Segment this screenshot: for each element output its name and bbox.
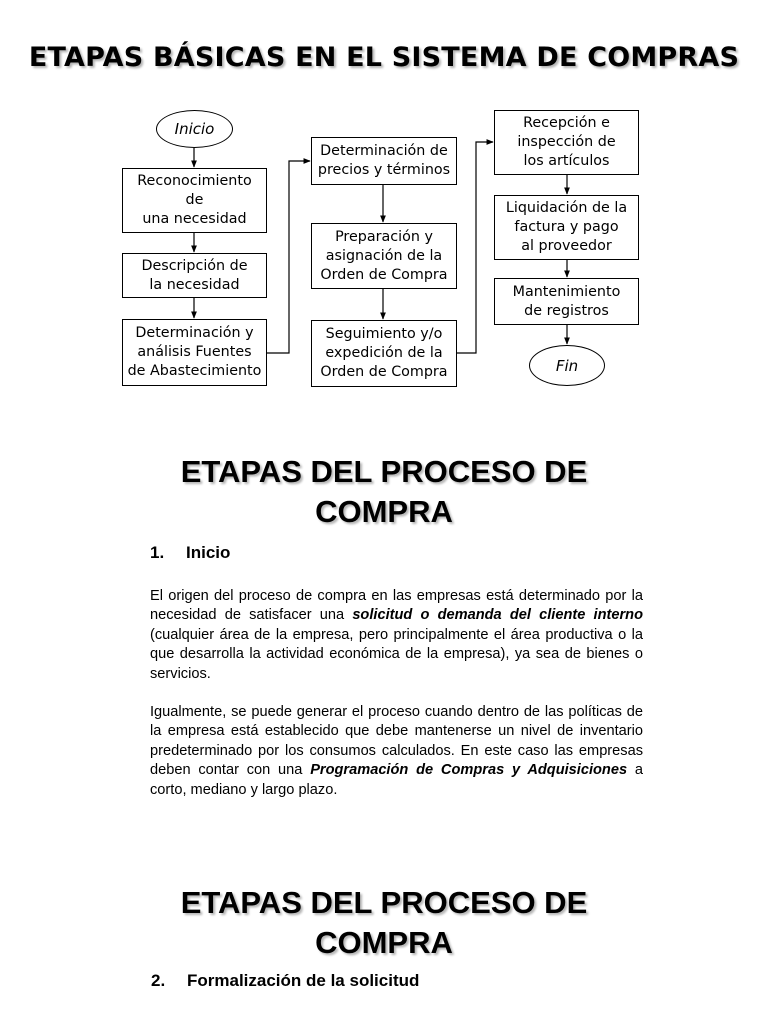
section-1-title-line2: COMPRA [315,494,453,529]
step-precios: Determinación de precios y términos [311,137,457,185]
paragraph-text: Igualmente, se puede generar el proceso cuando dentro de las políticas de la empresa está establecido que debe mantenerse un nivel de inventario predeterminado por los consumos calculados. En este caso las empresas deben contar con una [150,704,643,779]
section-1-heading [150,543,230,563]
step-recepcion: Recepción e inspección de los artículos [494,110,639,175]
paragraph-text: a corto, mediano y largo plazo. [150,762,644,798]
emphasis-text: solicitud o demanda del cliente interno [352,607,643,624]
step-liquidacion: Liquidación de la factura y pago al proveedor [494,195,639,260]
section-2-heading-text: Formalización de la solicitud [187,971,420,990]
section-1-title-line1: ETAPAS DEL PROCESO DE [180,454,588,489]
paragraph-text: El origen del proceso de compra en las empresas está determinado por la necesidad de satisfacer una [150,588,643,624]
section-1-paragraph-2 [150,703,643,800]
step-preparacion: Preparación y asignación de la Orden de Compra [311,223,457,289]
step-fuentes: Determinación y análisis Fuentes de Abastecimiento [122,319,267,386]
section-2-title [0,883,768,963]
section-2-title-line1: ETAPAS DEL PROCESO DE [180,885,588,920]
section-1-title [0,452,768,532]
step-registros: Mantenimiento de registros [494,278,639,325]
step-seguimiento: Seguimiento y/o expedición de la Orden de Compra [311,320,457,387]
section-2-number: 2. [151,971,166,990]
end-node: Fin [529,345,605,386]
section-2-heading [151,971,419,991]
section-1-paragraph-1 [150,587,643,684]
paragraph-text: (cualquier área de la empresa, pero principalmente el área productiva o la que desarrolla la actividad económica de la empresa), ya sea de bienes o servicios. [150,626,643,682]
step-reconocimiento: Reconocimiento de una necesidad [122,168,267,233]
page-title: ETAPAS BÁSICAS EN EL SISTEMA DE COMPRAS [28,42,740,73]
start-node: Inicio [156,110,233,148]
section-1-number: 1. [150,543,165,562]
section-2-title-line2: COMPRA [315,925,453,960]
step-descripcion: Descripción de la necesidad [122,253,267,298]
emphasis-text: Programación de Compras y Adquisiciones [310,762,628,779]
section-1-heading-text: Inicio [186,543,231,562]
